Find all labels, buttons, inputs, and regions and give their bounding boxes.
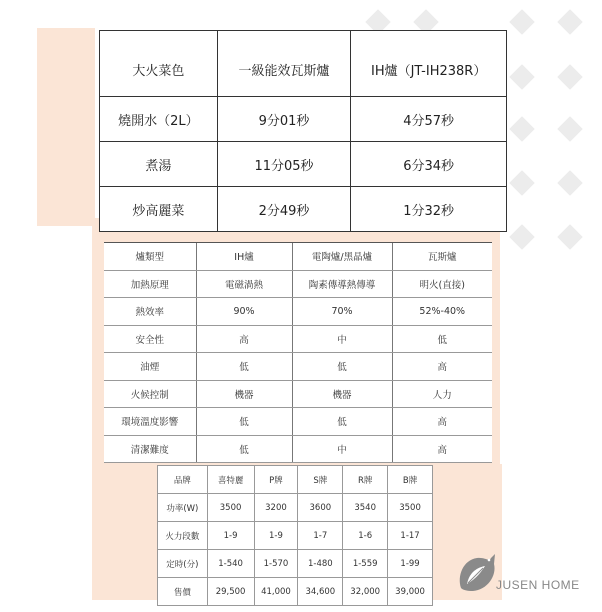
table-row (100, 187, 507, 232)
table-cell: 低 (196, 435, 292, 463)
table-cell: 29,500 (207, 578, 254, 606)
table-cell: 煮湯 (100, 142, 218, 187)
header-cell: 電陶爐/黑晶爐 (292, 243, 392, 271)
header-cell: IH爐 (196, 243, 292, 271)
header-cell: 爐類型 (104, 243, 196, 271)
table-row (158, 522, 433, 550)
table-cell: 32,000 (343, 578, 388, 606)
table-cell: 高 (196, 325, 292, 353)
logo-text: JUSEN HOME (496, 578, 580, 592)
table-cell: 低 (292, 408, 392, 436)
decor-diamond (509, 224, 534, 249)
table-cell: 9分01秒 (217, 97, 351, 142)
table-cell: 52%-40% (392, 298, 492, 326)
header-cell: 一級能效瓦斯爐 (217, 31, 351, 97)
table-cell: 34,600 (298, 578, 343, 606)
decor-diamond (509, 64, 534, 89)
table-cell: 3500 (207, 494, 254, 522)
table-cell: 1-6 (343, 522, 388, 550)
table-cell: 1-99 (388, 550, 433, 578)
table-cell: 定時(分) (158, 550, 208, 578)
table-cell: 電磁渦熱 (196, 270, 292, 298)
decor-diamond (557, 116, 582, 141)
table-cell: 3540 (343, 494, 388, 522)
table-cell: 機器 (196, 380, 292, 408)
cooking-time-table (99, 30, 507, 232)
table-cell: 1-559 (343, 550, 388, 578)
table-cell: 1-540 (207, 550, 254, 578)
table-cell: 1-570 (254, 550, 298, 578)
table-cell: 1-17 (388, 522, 433, 550)
table-cell: 1-9 (207, 522, 254, 550)
decor-diamond (557, 9, 582, 34)
header-cell: 大火菜色 (100, 31, 218, 97)
header-cell: B牌 (388, 466, 433, 494)
table-cell: 低 (196, 408, 292, 436)
header-cell: IH爐（JT-IH238R） (351, 31, 507, 97)
table-row (104, 325, 492, 353)
table-cell: 6分34秒 (351, 142, 507, 187)
table-row (158, 578, 433, 606)
decor-diamond (509, 9, 534, 34)
table-cell: 油煙 (104, 353, 196, 381)
table-row (100, 142, 507, 187)
table-cell: 90% (196, 298, 292, 326)
table-cell: 39,000 (388, 578, 433, 606)
table-row (158, 494, 433, 522)
table-cell: 低 (392, 325, 492, 353)
table-cell: 1-7 (298, 522, 343, 550)
table-cell: 環境溫度影響 (104, 408, 196, 436)
table-cell: 人力 (392, 380, 492, 408)
table-cell: 中 (292, 435, 392, 463)
header-cell: 喜特麗 (207, 466, 254, 494)
background-panel-1 (37, 28, 95, 218)
table-cell: 高 (392, 435, 492, 463)
table-cell: 燒開水（2L） (100, 97, 218, 142)
table-cell: 火候控制 (104, 380, 196, 408)
table-cell: 火力段數 (158, 522, 208, 550)
decor-diamond (557, 224, 582, 249)
table-cell: 1-9 (254, 522, 298, 550)
table-cell: 清潔難度 (104, 435, 196, 463)
header-cell: R牌 (343, 466, 388, 494)
table-cell: 中 (292, 325, 392, 353)
table-row (104, 408, 492, 436)
table-cell: 陶素傳導熱傳導 (292, 270, 392, 298)
table-cell: 3200 (254, 494, 298, 522)
decor-diamond (509, 116, 534, 141)
table-cell: 70% (292, 298, 392, 326)
table-header-row (158, 466, 433, 494)
table-cell: 低 (292, 353, 392, 381)
decor-diamond (509, 170, 534, 195)
table-cell: 安全性 (104, 325, 196, 353)
header-cell: 品牌 (158, 466, 208, 494)
stove-comparison-table (104, 242, 492, 463)
table-cell: 1-480 (298, 550, 343, 578)
table-cell: 售價 (158, 578, 208, 606)
table-row (158, 550, 433, 578)
table-cell: 41,000 (254, 578, 298, 606)
table-cell: 4分57秒 (351, 97, 507, 142)
table-row (104, 380, 492, 408)
table-cell: 1分32秒 (351, 187, 507, 232)
table-cell: 加熱原理 (104, 270, 196, 298)
table-cell: 高 (392, 408, 492, 436)
table-cell: 炒高麗菜 (100, 187, 218, 232)
table-row (100, 97, 507, 142)
jusen-home-logo (455, 548, 597, 596)
table-cell: 低 (196, 353, 292, 381)
table-cell: 2分49秒 (217, 187, 351, 232)
decor-diamond (557, 64, 582, 89)
table-row (104, 353, 492, 381)
table-cell: 功率(W) (158, 494, 208, 522)
table-cell: 機器 (292, 380, 392, 408)
table-cell: 高 (392, 353, 492, 381)
table-row (104, 270, 492, 298)
decor-diamond (557, 170, 582, 195)
table-cell: 熱效率 (104, 298, 196, 326)
header-cell: S牌 (298, 466, 343, 494)
table-cell: 11分05秒 (217, 142, 351, 187)
header-cell: 瓦斯爐 (392, 243, 492, 271)
table-cell: 3500 (388, 494, 433, 522)
header-cell: P牌 (254, 466, 298, 494)
table-header-row (100, 31, 507, 97)
table-cell: 明火(直接) (392, 270, 492, 298)
table-row (104, 435, 492, 463)
brand-comparison-table (157, 465, 433, 606)
bird-leaf-icon (455, 548, 499, 594)
table-row (104, 298, 492, 326)
table-header-row (104, 243, 492, 271)
table-cell: 3600 (298, 494, 343, 522)
